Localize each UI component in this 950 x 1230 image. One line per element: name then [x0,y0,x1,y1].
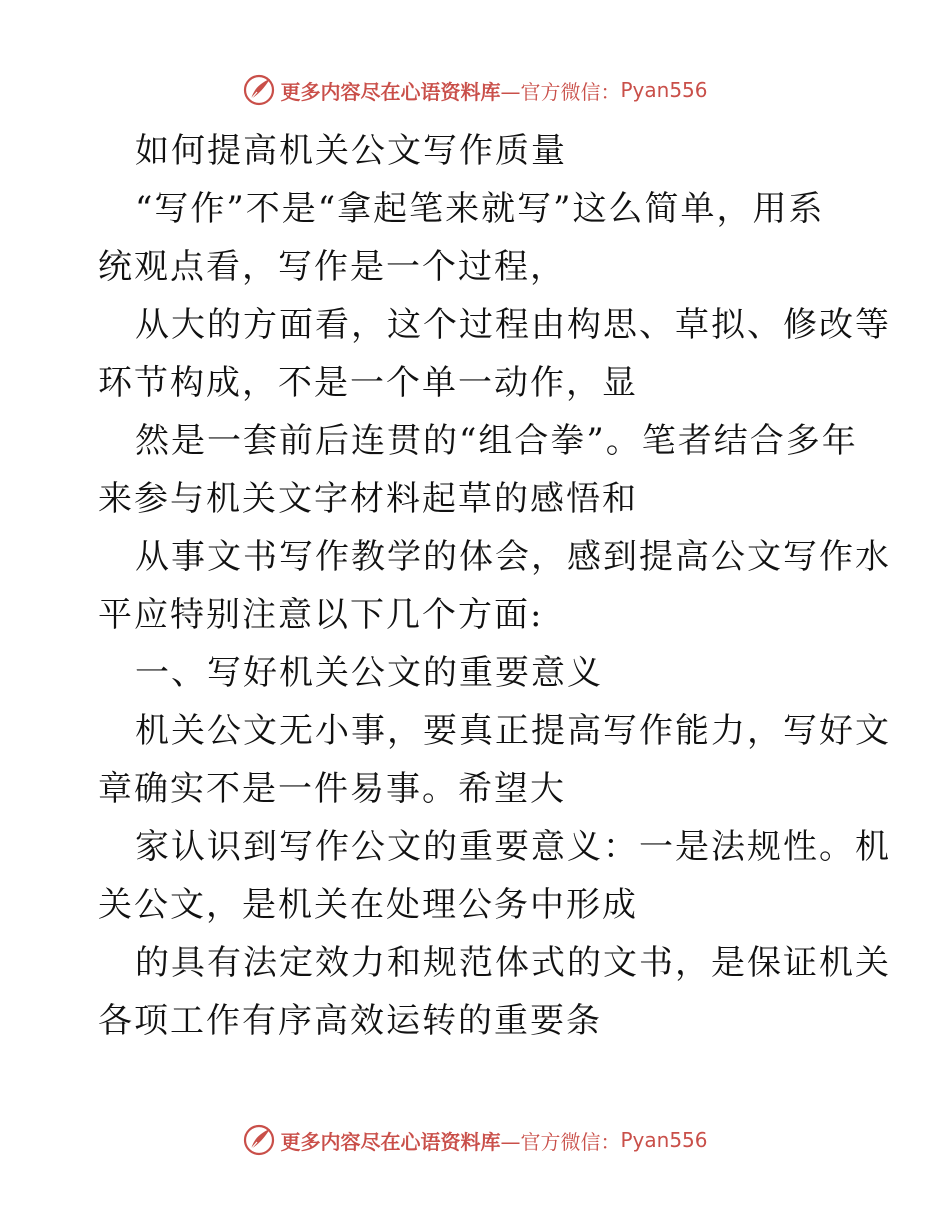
footer-banner [0,1120,950,1160]
paragraph-line: 从事文书写作教学的体会，感到提高公文写作水 [135,537,891,577]
banner-separator: —官方微信： [500,1129,621,1154]
paragraph-line: 环节构成，不是一个单一动作，显 [98,363,638,403]
banner-wechat-id: Pyan556 [620,1128,708,1152]
paragraph-line: 来参与机关文字材料起草的感悟和 [98,479,638,519]
header-banner [0,70,950,110]
paragraph-line: 统观点看，写作是一个过程， [98,247,566,287]
banner-text: 更多内容尽在心语资料库 [280,79,501,104]
paragraph-line: 从大的方面看，这个过程由构思、草拟、修改等 [135,305,891,345]
section-heading: 一、写好机关公文的重要意义 [135,653,603,693]
feather-pen-icon [242,73,276,107]
paragraph-line: 各项工作有序高效运转的重要条 [98,1001,602,1041]
banner-separator: —官方微信： [500,79,621,104]
paragraph-line: 关公文，是机关在处理公务中形成 [98,885,638,925]
banner-wechat-id: Pyan556 [620,78,708,102]
document-title: 如何提高机关公文写作质量 [135,131,567,171]
banner-text: 更多内容尽在心语资料库 [280,1129,501,1154]
paragraph-line: 平应特别注意以下几个方面: [98,595,544,635]
document-body [98,122,891,1050]
feather-pen-icon [242,1123,276,1157]
paragraph-line: “写作”不是“拿起笔来就写”这么简单，用系 [135,189,825,229]
paragraph-line: 章确实不是一件易事。希望大 [98,769,566,809]
paragraph-line: 的具有法定效力和规范体式的文书，是保证机关 [135,943,891,983]
paragraph-line: 机关公文无小事，要真正提高写作能力，写好文 [135,711,891,751]
paragraph-line: 家认识到写作公文的重要意义：一是法规性。机 [135,827,891,867]
paragraph-line: 然是一套前后连贯的“组合拳”。笔者结合多年 [135,421,858,461]
